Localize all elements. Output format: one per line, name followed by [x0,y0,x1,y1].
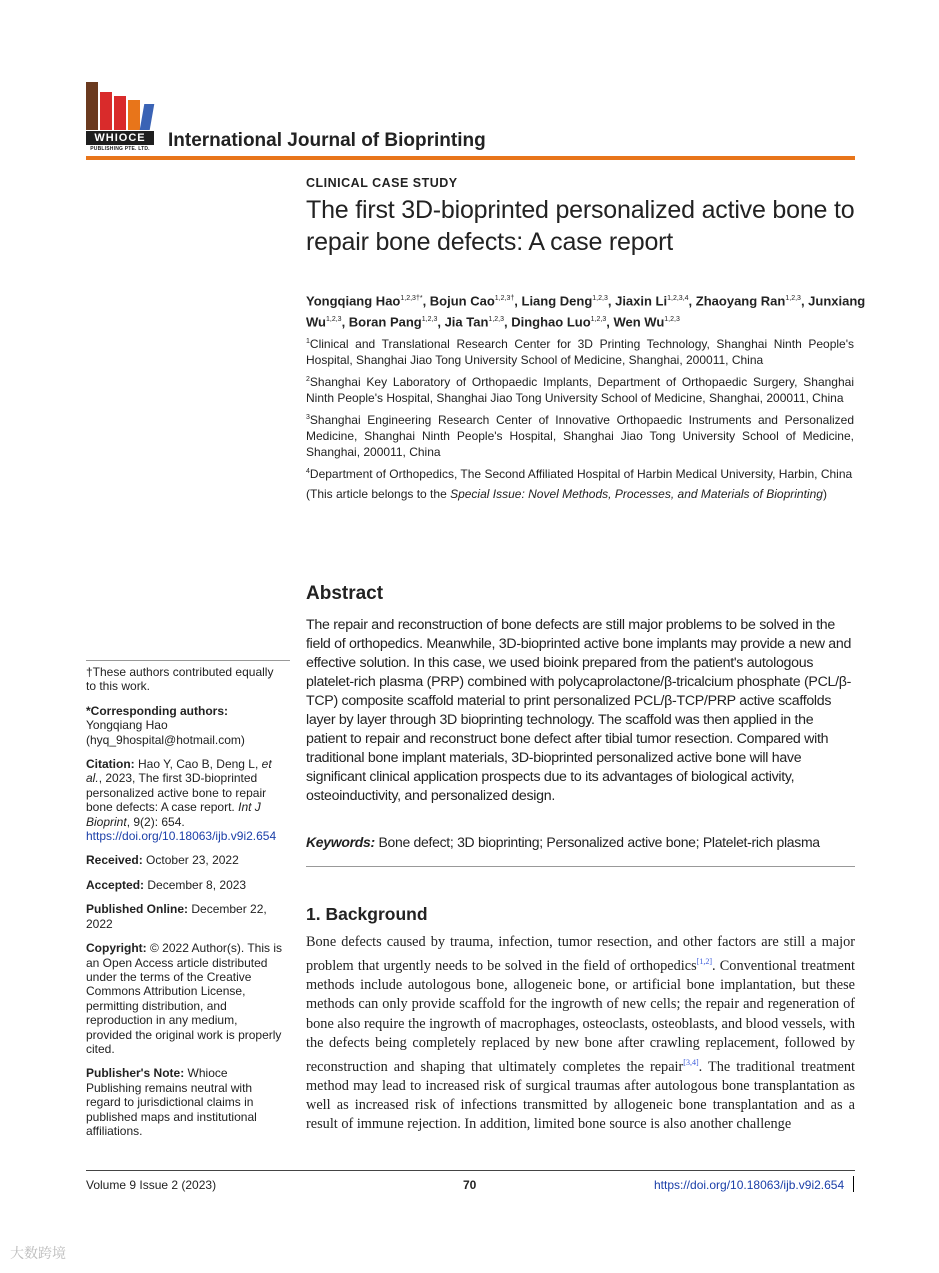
article-type: CLINICAL CASE STUDY [306,176,458,190]
affiliation-1: $^1$Clinical and Translational Research Center for 3D Printing Technology, Shanghai Ninth People's Hospital, Shanghai Jiao Tong University School of Medicine, Shanghai, 200011, China [306,337,854,367]
citation-doi-link[interactable]: https://doi.org/10.18063/ijb.v9i2.654 [86,829,277,844]
author-name: Dinghao Luo [511,314,591,330]
citation: Citation: Hao Y, Cao B, Deng L, et al., 2023, The first 3D-bioprinted personalized active bone to repair bone defects: A case report. Int J Bioprint, 9(2): 654. https://doi.org/10.18063/ijb.v9i2.654 [86,757,277,844]
author-name: Junxiang Wu [306,293,866,330]
footer-rule [86,1170,855,1171]
abstract-text: The repair and reconstruction of bone defects are still major problems to be solved in the field of orthopedics. Meanwhile, 3D-bioprinted active bone implants may provide a new and effective solution. In this case, we used bioink prepared from the patient's autologous platelet-rich plasma (PRP) combined with polycaprolactone/β-tricalcium phosphate (PCL/β-TCP) composite scaffold material to print personalized PCL/β-TCP/PRP active scaffolds layer by layer through 3D bioprinting technology. The scaffold was then applied in the patient to repair and reconstruct bone defect after tibial tumor resection. Compared with traditional bone implant materials, 3D-bioprinted personalized active bone will have significant clinical application prospects due to its advantages of biological activity, osteoinductivity, and personalized design. [306,617,852,804]
author-name: Bojun Cao [429,293,495,309]
affiliation-3: $^3$Shanghai Engineering Research Center of Innovative Orthopaedic Instruments and Personalized Medicine, Shanghai Ninth People's Hospital, Shanghai Jiao Tong University School of Medicine, Shanghai, 200011, China [306,413,854,459]
abstract-heading: Abstract [306,583,384,604]
published-online-date: Published Online: December 22, 2022 [86,902,267,931]
author-affiliation-marks: 1,2,3† [494,295,515,302]
logo-wordmark: WHIOCE [86,131,154,145]
logo-bar-brown [86,82,98,130]
author-list: Yongqiang Hao$^{1,2,3\dagger*}$, Bojun Cao$^{1,2,3\dagger}$, Liang Deng$^{1,2,3}$, Jiaxin Li$^{1,2,3,4}$, Zhaoyang Ran$^{1,2,3}$, Junxiang Wu$^{1,2,3}$, Boran Pang$^{1,2,3}$, Jia Tan$^{1,2,3}$, Dinghao Luo$^{1,2,3}$, Wen Wu$^{1,2,3}$ [306,293,866,330]
equal-contribution-note: †These authors contributed equally to this work. [86,665,274,694]
received-date: Received: October 23, 2022 [86,853,239,868]
special-issue-note: (This article belongs to the Special Issue: Novel Methods, Processes, and Materials of Bioprinting) [306,487,827,501]
sidebar-rule [86,660,290,661]
logo-bar-red [100,92,112,130]
author-affiliation-marks: 1,2,3 [421,316,438,324]
publisher-logo [86,82,154,130]
logo-bar-orange [128,100,140,130]
author-affiliation-marks: 1,2,3 [785,295,801,302]
page-number: 70 [463,1178,477,1192]
author-affiliation-marks: 1,2,3 [664,316,680,324]
reference-link[interactable]: [1,2] [696,957,712,967]
keywords: Keywords: Bone defect; 3D bioprinting; Personalized active bone; Platelet-rich plasma [306,834,820,850]
author-affiliation-marks: 1,2,3 [592,295,608,302]
text-cursor [853,1176,854,1192]
footer-doi-link[interactable]: https://doi.org/10.18063/ijb.v9i2.654 [654,1178,845,1192]
copyright: Copyright: © 2022 Author(s). This is an Open Access article distributed under the terms of the Creative Commons Attribution License, permitting distribution, and reproduction in any medium, provided the original work is properly cited. [86,941,283,1056]
author-affiliation-marks: 1,2,3 [325,316,342,324]
accepted-date: Accepted: December 8, 2023 [86,877,247,892]
author-name: Wen Wu [613,314,665,330]
author-affiliation-marks: 1,2,3,4 [667,295,689,302]
affiliations [306,334,854,506]
background-heading: 1. Background [306,904,428,924]
author-affiliation-marks: 1,2,3†* [400,295,423,302]
volume-issue: Volume 9 Issue 2 (2023) [86,1178,217,1192]
corresponding-authors: *Corresponding authors: Yongqiang Hao (hyq_9hospital@hotmail.com) [86,703,245,747]
author-name: Liang Deng [521,293,593,309]
affiliation-2: $^2$Shanghai Key Laboratory of Orthopaedic Implants, Department of Orthopaedic Surgery, Shanghai Ninth People's Hospital, Shanghai Jiao Tong University School of Medicine, Shanghai, 200011, China [306,375,854,405]
article-title: The first 3D-bioprinted personalized active bone to repair bone defects: A case report [306,196,855,256]
author-affiliation-marks: 1,2,3 [488,316,504,324]
author-affiliation-marks: 1,2,3 [590,316,607,324]
reference-link[interactable]: [3,4] [683,1057,699,1067]
logo-bar-blue [140,104,155,130]
author-name: Yongqiang Hao [306,293,401,309]
logo-subtitle: PUBLISHING PTE. LTD. [90,146,150,152]
logo-bar-red-2 [114,96,126,130]
background-text: Bone defects caused by trauma, infection, tumor resection, and other factors are still a major problem that urgently needs to be solved in the field of orthopedics[1,2]. Conventional treatment methods include autologous bone, allogeneic bone, or artificial bone implantation, but these methods can only provide scaffold for the ingrowth of new cells; the repair and regeneration of bone also require the ingrowth of macrophages, osteoclasts, osteoblasts, and blood vessels, with the defects being completely replaced by new bone after crawling replacement, followed by reconstruction and shaping that ultimately completes the repair[3,4]. The traditional treatment method may lead to increased risk of surgical traumas after autologous bone transplantation as well as increased risk of infections transmitted by allogeneic bone transplantation and as a result of immune rejection. In addition, limited bone source is also another challenge [306,934,856,1133]
publisher-note: Publisher's Note: Whioce Publishing remains neutral with regard to jurisdictional claims in published maps and institutional affiliations. [86,1066,257,1138]
author-name: Boran Pang [348,314,422,330]
author-name: Jia Tan [444,314,489,330]
author-name: Jiaxin Li [615,293,668,309]
watermark: 大数跨境 [10,1245,66,1261]
section-divider [306,866,855,867]
affiliation-4: $^4$Department of Orthopedics, The Second Affiliated Hospital of Harbin Medical University, Harbin, China [306,467,853,481]
journal-name: International Journal of Bioprinting [168,130,486,151]
sidebar [86,665,286,1148]
author-name: Zhaoyang Ran [695,293,786,309]
header-rule [86,156,855,160]
